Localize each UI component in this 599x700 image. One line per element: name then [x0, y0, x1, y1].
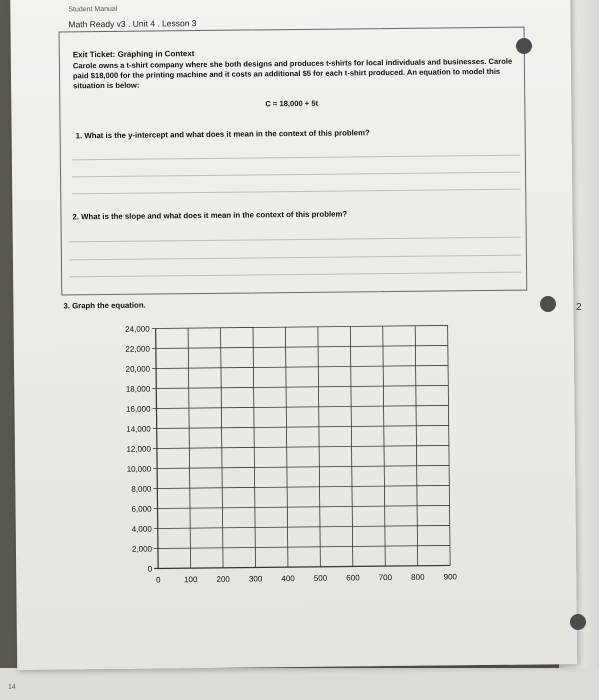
- y-tick-label: 14,000: [126, 424, 151, 434]
- x-tick-label: 600: [346, 573, 360, 583]
- binder-hole: [570, 614, 586, 630]
- grid-line-horizontal: [152, 365, 448, 368]
- binder-hole: [516, 38, 532, 54]
- y-tick-label: 10,000: [126, 464, 152, 474]
- worksheet-page: [10, 0, 577, 670]
- graph-area: [94, 310, 467, 609]
- underlying-page: [0, 668, 599, 700]
- y-tick-label: 12,000: [126, 444, 151, 454]
- grid-line-horizontal: [154, 505, 450, 508]
- grid-line-horizontal: [153, 445, 449, 448]
- binder-hole: [540, 296, 556, 312]
- x-tick-label: 900: [443, 572, 458, 582]
- grid-line-horizontal: [154, 545, 450, 548]
- grid-line-horizontal: [152, 405, 448, 408]
- equation: C = 18,000 + 5t: [265, 98, 319, 109]
- question-3: 3. Graph the equation.: [63, 300, 146, 311]
- y-tick-label: 20,000: [125, 364, 151, 374]
- x-tick-label: 300: [248, 574, 263, 584]
- grid-line-horizontal: [154, 525, 450, 528]
- manual-label: Student Manual: [68, 5, 118, 14]
- y-tick-label: 6,000: [131, 504, 152, 514]
- x-tick-label: 100: [184, 575, 198, 585]
- y-tick-label: 8,000: [131, 484, 152, 494]
- y-tick-label: 0: [147, 564, 153, 574]
- margin-mark: 2: [576, 302, 582, 313]
- coordinate-grid: [94, 310, 467, 604]
- grid-line-horizontal: [154, 565, 450, 568]
- x-tick-label: 700: [378, 573, 393, 583]
- grid-line-horizontal: [152, 385, 448, 388]
- x-tick-label: 800: [411, 572, 425, 582]
- y-tick-label: 22,000: [125, 344, 150, 354]
- exit-ticket-description: Carole owns a t-shirt company where she both designs and produces t-shirts for local individuals and businesses. Carole paid $18,000 for the printing machine and it costs an additional $5 for each t-shirt produced. An equation to model this situation is below:: [72, 56, 513, 91]
- x-tick-label: 400: [281, 574, 295, 584]
- grid-line-horizontal: [153, 425, 449, 428]
- y-tick-label: 24,000: [125, 324, 150, 334]
- y-tick-label: 4,000: [131, 524, 152, 534]
- grid-line-horizontal: [152, 325, 448, 328]
- x-tick-label: 500: [313, 573, 328, 583]
- x-tick-label: 0: [156, 575, 161, 585]
- y-tick-label: 18,000: [125, 384, 151, 394]
- x-tick-label: 200: [216, 574, 230, 584]
- grid-line-horizontal: [153, 485, 449, 488]
- exit-ticket-title: Exit Ticket: Graphing in Context: [72, 49, 195, 60]
- y-tick-label: 16,000: [125, 404, 151, 414]
- grid-line-horizontal: [152, 345, 448, 348]
- y-tick-label: 2,000: [131, 544, 153, 554]
- question-2: 2. What is the slope and what does it mean in the context of this problem?: [72, 209, 348, 222]
- course-label: Math Ready v3 . Unit 4 . Lesson 3: [68, 18, 197, 30]
- question-1: 1. What is the y-intercept and what does it mean in the context of this problem?: [75, 128, 370, 141]
- page-number: 14: [8, 684, 16, 691]
- grid-line-horizontal: [153, 465, 449, 468]
